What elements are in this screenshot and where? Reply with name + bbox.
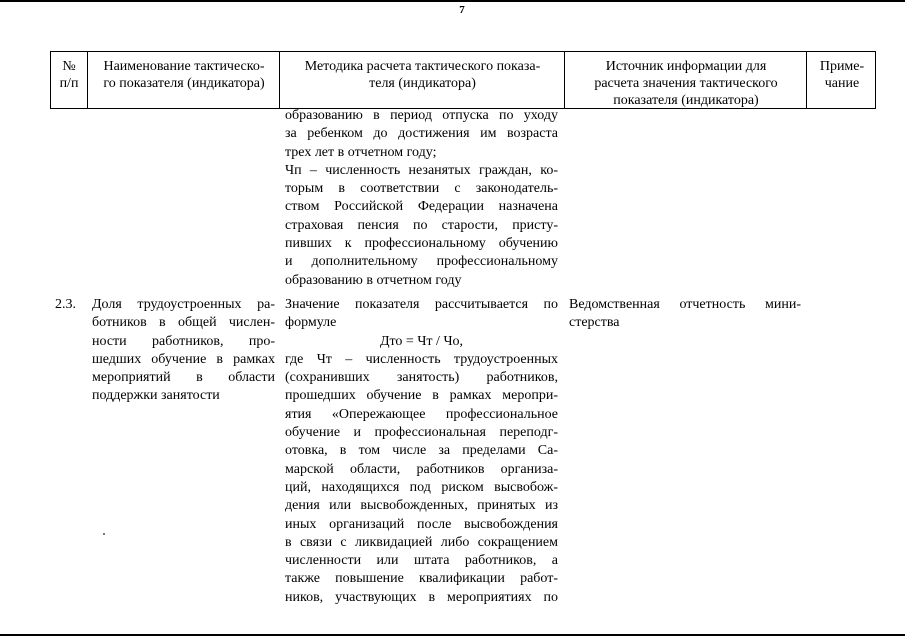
text-line: мероприятий в области: [92, 370, 275, 386]
text-line: шедших обучение в рамках: [92, 351, 275, 367]
text-line: дения или высвобожденных, принятых из: [285, 498, 558, 514]
row-number: [55, 296, 85, 314]
header-method-cell: [281, 58, 564, 92]
text-line: Доля трудоустроенных ра-: [92, 297, 275, 312]
header-source-cell: [566, 58, 806, 109]
text-line: отовка, в том числе за пределами Са-: [285, 443, 558, 459]
text-line: страховая пенсия по старости, присту-: [285, 217, 558, 233]
text-line: в связи с ликвидацией либо сокращением: [285, 534, 558, 550]
source-text: [569, 296, 801, 333]
text-line: формуле: [285, 315, 337, 331]
column-divider: [87, 51, 88, 109]
header-line: п/п: [59, 76, 79, 91]
text-line: численности или штата работников, а: [285, 553, 558, 569]
text-line: иных организаций после высвобождения: [285, 516, 558, 532]
text-line: также повышение квалификации работ-: [285, 571, 558, 587]
text-line: за ребенком до достижения им возраста: [285, 126, 558, 142]
header-line: Наименование тактическо-: [103, 59, 265, 74]
text-line: ности работников, про-: [92, 333, 275, 349]
text-line: трех лет в отчетном году;: [285, 144, 437, 160]
text-line: прошедших обучение в рамках меропри-: [285, 388, 558, 404]
header-line: показателя (индикатора): [613, 93, 759, 108]
bottom-border-rule: [0, 634, 905, 636]
text-line: торым в соответствии с законодатель-: [285, 181, 558, 197]
top-border-rule: [0, 0, 905, 2]
header-line: Приме-: [819, 59, 865, 74]
text-line: ботников в общей числен-: [92, 315, 275, 331]
text-line: (сохранивших занятость) работников,: [285, 370, 558, 386]
formula: Дто = Чт / Чо,: [379, 333, 464, 349]
text-line: Значение показателя рассчитывается по: [285, 297, 558, 312]
text-line: ций, находящихся под риском высвобож-: [285, 479, 558, 495]
indicator-name-text: [92, 296, 275, 406]
scan-speck: [103, 533, 105, 535]
page-number: 7: [459, 4, 465, 16]
column-divider: [806, 51, 807, 109]
text-line: Чп – численность незанятых граждан, ко-: [285, 162, 558, 178]
text-line: ятия «Опережающее профессиональное: [285, 406, 558, 422]
text-line: образованию в отчетном году: [285, 272, 462, 288]
text-line: Ведомственная отчетность мини-: [569, 297, 801, 312]
header-line: го показателя (индикатора): [103, 76, 265, 91]
header-line: теля (индикатора): [369, 76, 476, 91]
column-divider: [564, 51, 565, 109]
header-note-cell: [808, 58, 876, 92]
text-line: обучение и профессиональная переподг-: [285, 425, 558, 441]
text-line: и дополнительному профессиональному: [285, 254, 558, 270]
text-line: ников, участвующих в мероприятиях по: [285, 589, 558, 605]
header-indicator-name-cell: [89, 58, 279, 92]
header-number-cell: [51, 58, 87, 92]
continued-method-text: [285, 107, 558, 290]
header-line: Методика расчета тактического показа-: [304, 59, 541, 74]
text-line: пивших к профессиональному обучению: [285, 236, 558, 252]
text-line: где Чт – численность трудоустроенных: [285, 351, 558, 367]
header-line: чание: [824, 76, 860, 91]
text-line: образованию в период отпуска по уходу: [285, 108, 558, 123]
header-line: №: [62, 59, 76, 74]
header-line: расчета значения тактического: [594, 76, 778, 91]
text-line: марской области, работников организа-: [285, 461, 558, 477]
text-line: стерства: [569, 315, 620, 331]
column-divider: [279, 51, 280, 109]
method-text: [285, 296, 558, 607]
header-line: Источник информации для: [605, 59, 767, 74]
text-line: поддержки занятости: [92, 388, 220, 404]
text-line: ством Российской Федерации назначена: [285, 199, 558, 215]
row-number-text: 2.3.: [55, 297, 76, 312]
